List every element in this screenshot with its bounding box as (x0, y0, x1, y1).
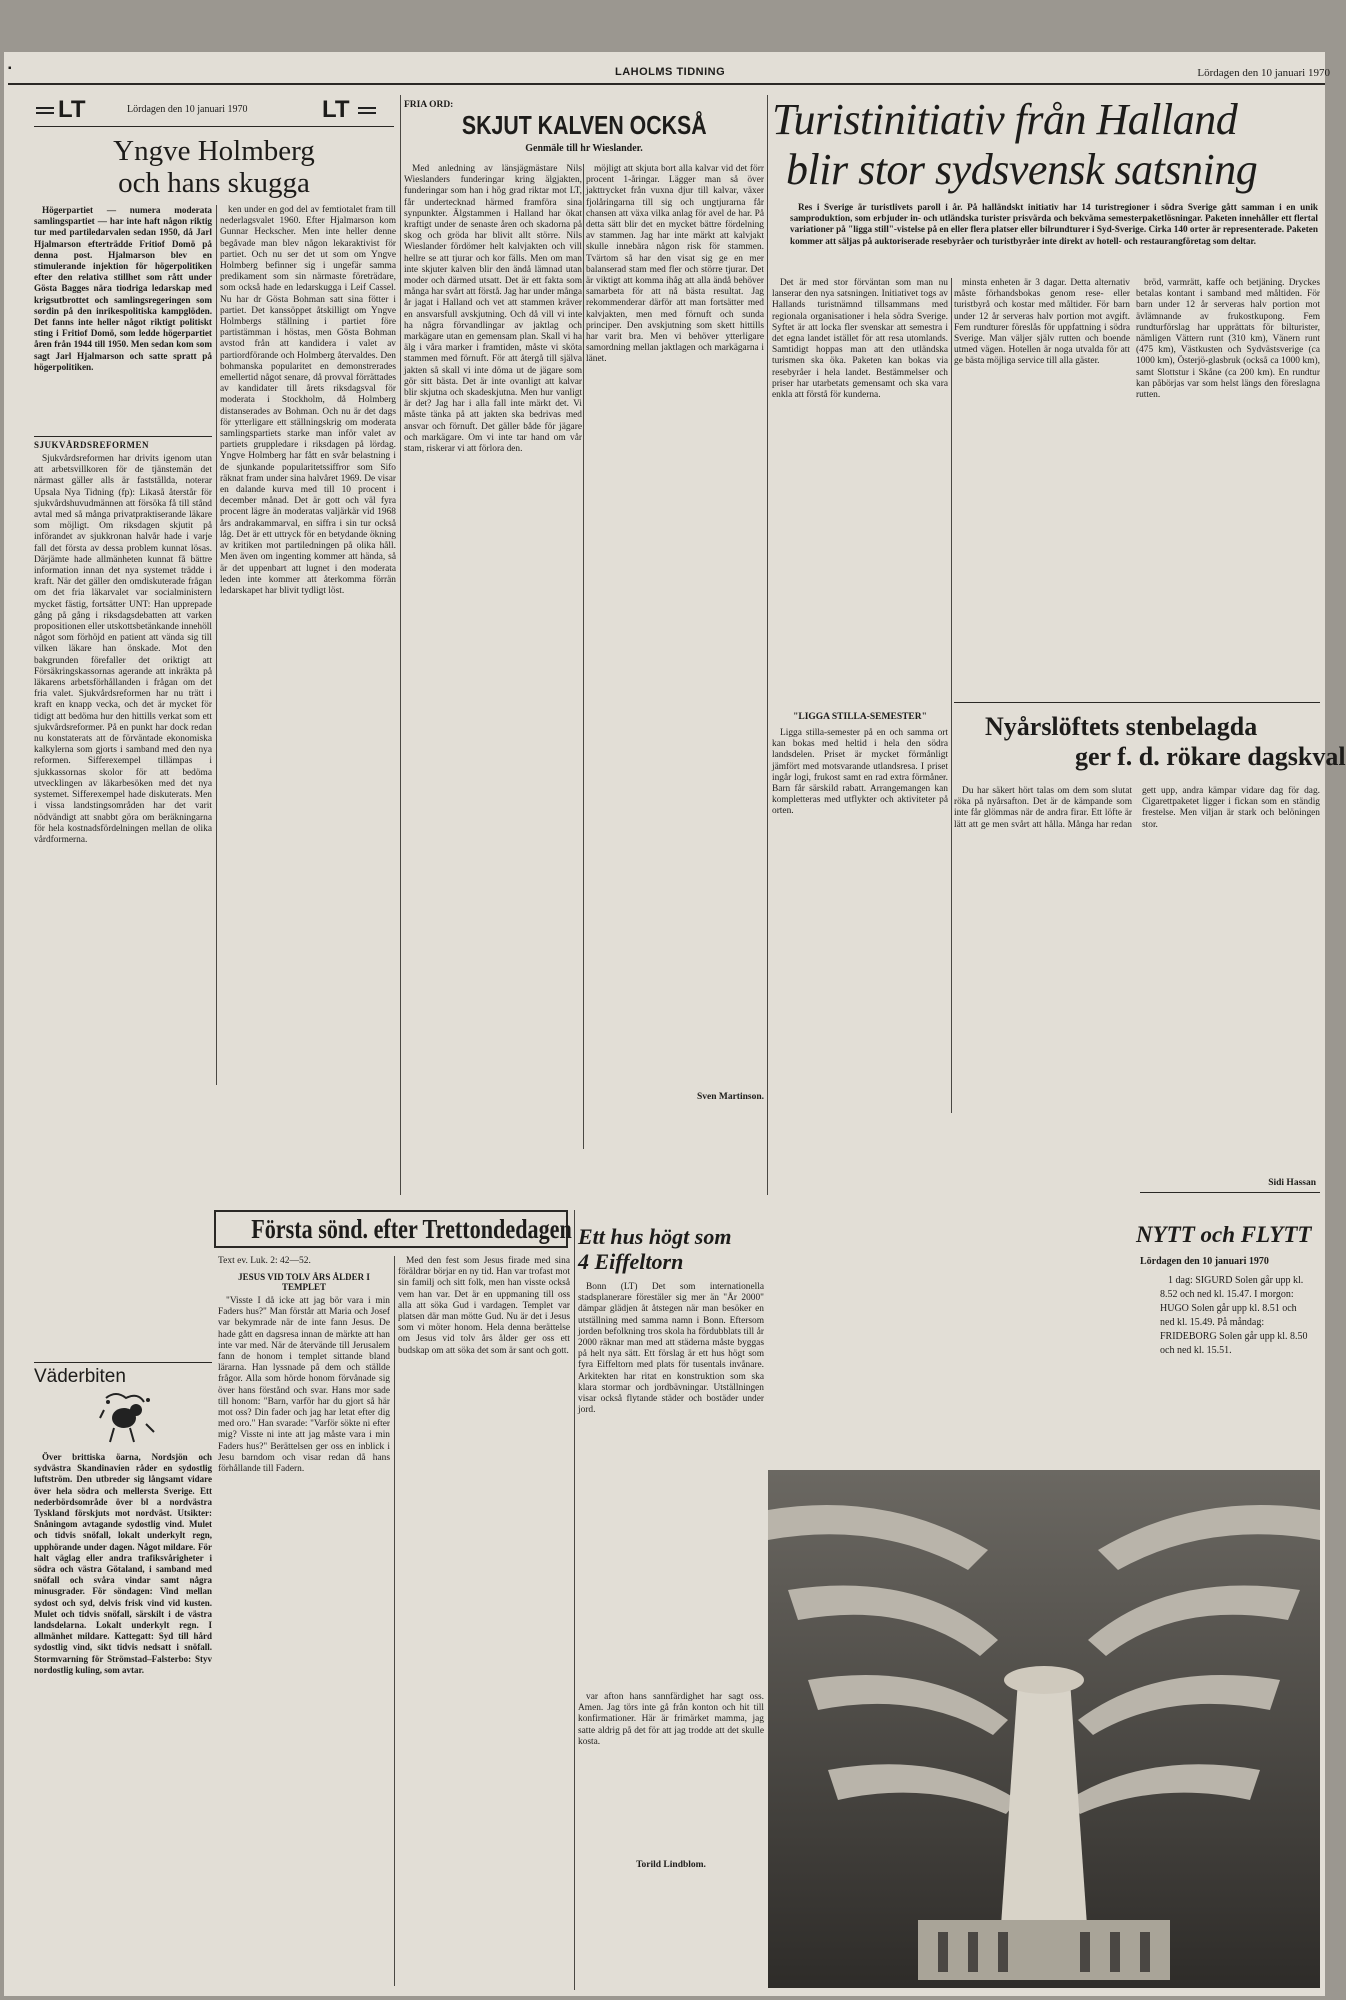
section-head-sjukvard: SJUKVÅRDSREFORMEN (34, 440, 150, 450)
skjut-kalven-headline: SKJUT KALVEN OCKSÅ (461, 110, 707, 140)
photo-building-image (768, 1470, 1320, 1988)
nyar-body: Du har säkert hört talas om dem som slutat röka på nyårsafton. Det är de kämpande som inte får glömmas när de andra firar. Ett löfte är lätt att ge men svårt att hålla. Många har redan gett upp, andra kämpar vidare dag för dag. Cigarettpaketet ligger i fickan som en ständig frestelse. Men viljan är stark och belöningen stor. (954, 786, 1320, 830)
skjut-kalven-body-2: möjligt att skjuta bort alla kalvar vid det förr procent 1-åringar. Lägger man så över jakttrycket från vuxna djur till kalvar, växer fjolåringarna till sig och ungtjurarna får chansen att växa vilka anlag för avel de har. På detta sätt blir det en mycket bättre fördelning av stammen. Jag har inte märkt att kalvjakt skulle innebära någon risk för stammen. Tvärtom så har den visat sig ge en mer balanserad stam med fler och större tjurar. Det är viktigt att komma ihåg att alla ändå behöver samarbeta för att nå bästa resultat. Jag rekommenderar därför att man fortsätter med kalvjakten, men med förnuft och sunda principer. Den avskjutning som skett hittills har varit bra. Men vi behöver ytterligare samordning mellan jaktlagen och markägarna i länet. (586, 164, 764, 365)
nytt-top-rule (1140, 1192, 1320, 1193)
lt-date: Lördagen den 10 januari 1970 (127, 104, 248, 115)
ligga-stilla-head: "LIGGA STILLA-SEMESTER" (793, 712, 927, 722)
sermon-subhead: JESUS VID TOLV ÅRS ÅLDER I TEMPLET (238, 1272, 370, 1292)
sermon-signature: Torild Lindblom. (636, 1860, 706, 1870)
turist-photo (768, 1470, 1320, 1988)
nyar-top-rule (954, 702, 1320, 703)
skjut-kalven-subtitle: Genmäle till hr Wieslander. (525, 143, 643, 154)
turist-body-a: Det är med stor förväntan som man nu lanserar den nya satsningen. Initiativet togs av Hallands turistnämnd tillsammans med regionala organisationer i hela södra Sverige. Syftet är att locka fler svenskar att semestra i det egna landet istället för att resa utomlands. Samtidigt hoppas man att den utländska turismen ska öka. Paketen kan bokas via resebyråer i hela landet. Bestämmelser och priser har utarbetats gemensamt och ska vara enkla att förstå för kunderna. (772, 278, 948, 401)
holmberg-body-col2: ken under en god del av femtiotalet fram till nederlagsvalet 1960. Efter Hjalmarson kom Gunnar Heckscher. Men inte heller denne begåvade man blev någon lekaraktivist för partiet. Och nu ser det ut som om Yngve Holmberg befinner sig i ungefär samma predikament som sin närmaste företrädare, som också hade en ledarskugga i Leif Cassel. Nu har dr Gösta Bohman satt sina fötter i partiet. Det kanssöppet åtskilligt om Yngve Holmbergs ställning i partiet före partistämman i höstas, men Gösta Bohman avstod från att kandidera i valet av partiordförande och Holmberg återvaldes. Den bohmanska popularitet en demonstrerades emellertid något senare, då provval förrättades av kandidater till årets riksdagsval för moderata i Stockholm, då Holmberg distanserades av Bohman. Och nu är det dags för ytterligare ett ställningskrig om moderata samlingspartiets starke man inför valet av partiets gruppledare i riksdagen på lördag. Yngve Holmberg har fått en svår belastning i de sjunkande popularitetssiffror som Sifo räknat fram under sina halvåret 1969. De visar en dalande kurva med till 10 procent i december månad. Det är gott och väl fyra procent lägre än moderatas valjärkär vid 1968 års andrakammarval, en siffra i sin tur också låg. Det är ett uttryck för en betydande ökning av kritiken mot partiledningen på olika håll. Men även om ingenting kommer att hända, så är det uppenbart att lugnet i den moderata leden inte kommer att återkomma förrän ledarskapet har blivit tydligt löst. (220, 205, 396, 596)
turist-headline: Turistinitiativ från Halland blir stor sydsvensk satsning (772, 95, 1258, 194)
page-marker-icon: ▪ (8, 63, 12, 74)
holmberg-intro: Högerpartiet — numera moderata samlingspartiet — har inte haft någon riktig tur med partiledarvalen sedan 1950, då Jarl Hjalmarson efterträdde Fritiof Domö på denna post. Hjalmarson blev en stimulerande injektion för högerpolitiken efter den relativa stillhet som rått under Gösta Bagges nära tiodriga ledarskap med krigsutbrottet och samlingsregeringen som sordin på den inrikespolitiska kampglöden. Det fanns inte heller något riktigt politiskt sting i Fritiof Domö, som ledde högerpartiet åren från 1944 till 1950. Men sedan kom som sagt Jarl Hjalmarson och satte spratt på högerpolitiken. (34, 205, 212, 372)
col-divider-7 (951, 278, 952, 1113)
sermon-body-1: "Visste I då icke att jag bör vara i min Faders hus?" Man förstår att Maria och Josef var bekymrade när de inte fann Jesus. De hade gått en dagsresa innan de märkte att han inte var med. När de återvände till Jerusalem fann de honom i templet sittande bland lärarna. Han lyssnade på dem och ställde frågor. Alla som hörde honom förvånade sig över hans förstånd och svar. Hans mor sade till honom: "Barn, varför har du gjort så här mot oss? Din fader och jag har letat efter dig med oro." Han svarade: "Varför sökte ni efter mig? Visste ni inte att jag måste vara i min Faders hus?" Berättelsen ger oss en inblick i Jesu barndom och visar redan då hans förhållande till Fadern. (218, 1296, 390, 1475)
headline-line-2: och hans skugga (118, 167, 310, 199)
paper-name: LAHOLMS TIDNING (615, 66, 726, 78)
sjukvard-body: Sjukvårdsreformen har drivits igenom utan att arbetsvillkoren för de tjänstemän det närmast gäller alls är fastställda, noterar Upsala Nya Tidning (fp): Likaså återstår för sjukvårdshuvudmännen att försöka få till stånd avtal med så många privatpraktiserande läkare som möjligt. Om riksdagen skjutit på införandet av sjukkronan halvår hade i varje fall det första av dessa problem kunnat lösas. Därjämte hade allmänheten kunnat få bättre information innan det nya systemet trädde i kraft. När det gäller den omdiskuterade frågan om det fria läkarvalet var socialministern mycket fästig, fortsätter UNT: Han upprepade gång på gång i riksdagsdebatten att varken propositionen eller utskottsbetänkande innehöll något som förhöjd en patient att vända sig till vilken läkare han önskade. Mot den bakgrunden förefaller det oriktigt att Försäkringskassornas agerande att inkräkta på läkarens arbetsförhållanden i frågan om det fria valet. Sjukvårdsreformen har nu trätt i kraft en knapp vecka, och det är mycket för tidigt att bedöma hur den hittills verkat som ett sjukvårdsreformer. På en punkt har dock redan nu konstaterats att de förväntade ekonomiska kalkylerna som gjorts i samband med den nya reformen. Sifferexempel tillämpas i sjukkassornas skolor för att bedöma utvecklingen av läkarbesöken med det nya systemet. Sifferexempel hade diskuterats. Men i vissa landstingsområden har det varit nödvändigt att snabbt göra om beräkningarna för hela kostnadsfördelningen mellan de olika vårdformerna. (34, 454, 212, 845)
headline-line-1: Yngve Holmberg (113, 135, 315, 167)
skjut-kalven-signature: Sven Martinson. (696, 1092, 764, 1102)
col1-head-rule (34, 126, 394, 127)
turist-body-c: bröd, varmrätt, kaffe och betjäning. Dryckes betalas kontant i samband med måltiden. För barn under 12 år serveras halv portion mot ävlämnande av frukostkupong. Fem rundturförslag har upprättats för bilturister, nämligen Vättern runt (310 km), Vänern runt (475 km), Västkusten och Sydvästsverige (ca 1000 km), Österjö-glasbruk (också ca 1000 km), samt Slottstur i Skåne (ca 200 km). En rundtur kan påbörjas var som helst längs den föreslagna rutten. (1136, 278, 1320, 401)
eiffel-body: Bonn (LT) Det som internationella stadsplanerare förestäler sig mer än "År 2000" dämpar glädjen åt åtstegen när man besöker en utställning med samma namn i Bonn. Eftersom jorden befolkning tros skola ha fördubblats till år 2000 räknar man med att städerna måste byggas på helt nya sätt. Ett förslag är ett hus högt som fyra Eiffeltorn med plats för tusentals invånare. Arkitekten har ritat en konstruktion som ska klara stormar och jordbävningar. Utställningen visar också flytande städer och bostäder under jord. (578, 1282, 764, 1416)
nyar-headline: Nyårslöftets stenbelagda ger f. d. rökare dagskval (985, 712, 1346, 771)
col-divider-2 (400, 95, 401, 1195)
nytt-text: 1 dag: SIGURD Solen går upp kl. 8.52 och ned kl. 15.47. I morgon: HUGO Solen går upp kl. 8.51 och ned kl. 15.49. På måndag: FRIDEBORG Solen går upp kl. 8.50 och ned kl. 15.51. (1160, 1275, 1308, 1356)
sermon-ref: Text ev. Luk. 2: 42—52. (218, 1256, 311, 1266)
lt-logo-right: LT (322, 98, 392, 124)
masthead-date: Lördagen den 10 januari 1970 (1197, 67, 1330, 79)
nytt-title: NYTT och FLYTT (1136, 1222, 1312, 1247)
weather-title: Väderbiten (34, 1366, 126, 1387)
weather-text: Över brittiska öarna, Nordsjön och sydvästra Skandinavien råder en sydostlig luftström. Den utbreder sig långsamt vidare över hela södra och mellersta Sverige. Ett nederbördsområde över bl a nordvästra Tyskland förskjuts mot nordväst. Utsikter: Snåningom avtagande sydostlig vind. Mulet och tidvis snöfall, lokalt underkylt regn, upphörande under dagen. Något mildare. För halt väglag eller andra trafiksvårigheter i södra och västra Götaland, i samband med snöfall och svåra vindar samt några minusgrader. För söndagen: Vind mellan sydost och syd, delvis frisk vind vid kusten. Mulet och tidvis snöfall, särskilt i de västra landsdelarna. Lokalt underkylt regn. I allmänhet mildare. Kattegatt: Syd till hård sydostlig vind, sikt tidvis nedsatt i snöfall. Stormvarning för Strömstad–Falsterbo: Styv nordostlig kuling, som avtar. (34, 1452, 212, 1675)
nytt-date: Lördagen den 10 januari 1970 (1140, 1256, 1269, 1267)
masthead-rule (8, 83, 1325, 85)
sermon-title-box: Första sönd. efter Trettondedagen (214, 1210, 568, 1248)
skjut-kalven-body-1: Med anledning av länsjägmästare Nils Wieslanders funderingar kring älgjakten, funderingar som han i hög grad riktar mot LT, får undertecknad härmed framföra sina synpunkter. Älgstammen i Halland har ökat kraftigt under de senaste åren och skadorna på skog och gröda har blivit allt större. Nils Wieslander fördömer helt kalvjakten och vill hellre se att tjurar och kor fälls. Men om man inte skjuter kalven blir den ändå lämnad utan moder och därmed utsatt. Det är ett fakta som många har svårt att förstå. Jag har under många år jagat i Halland och vet att stammen kräver en ansvarsfull avskjutning. Och då vill vi inte ha några förvandlingar av jaktlag och markägare utan en gemensam plan. Skall vi ha älg i våra marker i framtiden, måste vi sköta stammen med förnuft. För att återgå till själva jakten så skall vi inte döma ut de jägare som gör sitt bästa. Det är inte ovanligt att kalvar blir skjutna och skadeskjutna. Men hur vanligt är det? Jag har i alla fall inte märkt det. Vi måste tänka på att jakten ska bedrivas med ansvar och förnuft. Det gäller både för jägare och markägare. Om vi inte tar hand om vår stam, riskerar vi att förlora den. (404, 164, 582, 455)
section-rule (34, 436, 212, 437)
eiffel-headline: Ett hus högt som 4 Eiffeltorn (578, 1224, 732, 1274)
col-divider-5 (394, 1256, 395, 1986)
col-divider-4 (767, 95, 768, 1195)
nyar-signature: Sidi Hassan (1268, 1178, 1316, 1188)
fria-ord-kicker: FRIA ORD: (404, 100, 454, 110)
sermon-body-2: Med den fest som Jesus firade med sina föräldrar börjar en ny tid. Han var trofast mot sin familj och sitt folk, men han visste också vem han var. Det är en uppmaning till oss alla att söka Gud i vardagen. Templet var platsen där man mötte Gud. Nu är det i Jesus som vi möter honom. Hela denna berättelse om Jesus vid tolv års ålder ger oss ett budskap om att söka det som är sant och gott. (398, 1256, 570, 1356)
turist-lead: Res i Sverige är turistlivets paroll i år. På halländskt initiativ har 14 turistregioner i södra Sverige gått samman i en unik samproduktion, som erbjuder in- och utländska turister prisvärda och bekväma semesterpaketlösningar. Paketen innehåller ett flertal variationer på "ligga still"-vistelse på en eller flera platser eller bilrundturer i Syd-Sverige. Cirka 140 orter är representerade. Paketen kommer att säljas på auktoriserade resebyråer och turistbyråer inte direkt av hotell- och restaurangföretag som deltar. (790, 202, 1318, 246)
weather-cartoon-icon (96, 1388, 158, 1448)
col-divider-1 (216, 205, 217, 1085)
sermon-body-3: var afton hans sannfärdighet har sagt oss. Amen. Jag törs inte gå från konton och hit till konfirmationer. Här är frimärket mamma, jag satte aldrig på det för att jag trodde att det skulle kosta. (578, 1692, 764, 1747)
col-divider-3 (583, 164, 584, 1149)
ligga-stilla-body: Ligga stilla-semester på en och samma ort kan bokas med heltid i hela den södra landsdelen. Priset är mycket förmånligt jämfört med motsvarande utlandsresa. I priset ingår logi, frukost samt en rad extra förmåner. Barn får särskild rabatt. Arrangemangen kan kompletteras med utflykter och aktiviteter på orten. (772, 728, 948, 817)
turist-body-b: minsta enheten är 3 dagar. Detta alternativ måste förhandsbokas genom rese- eller turistbyrå och kostar med måltider. För barn under 12 år serveras halv portion mot avgift. Fem rundturer föreslås för uppfattning i södra Sverige. Man väljer själv rutten och boende utmed vägen. Hotellen är noga utvalda för att ge bästa möjliga service till alla gäster. (954, 278, 1130, 367)
weather-rule (34, 1362, 212, 1363)
col-divider-6 (574, 1210, 575, 1990)
headline-holmberg (34, 135, 394, 199)
lt-logo-left: LT (36, 98, 106, 124)
